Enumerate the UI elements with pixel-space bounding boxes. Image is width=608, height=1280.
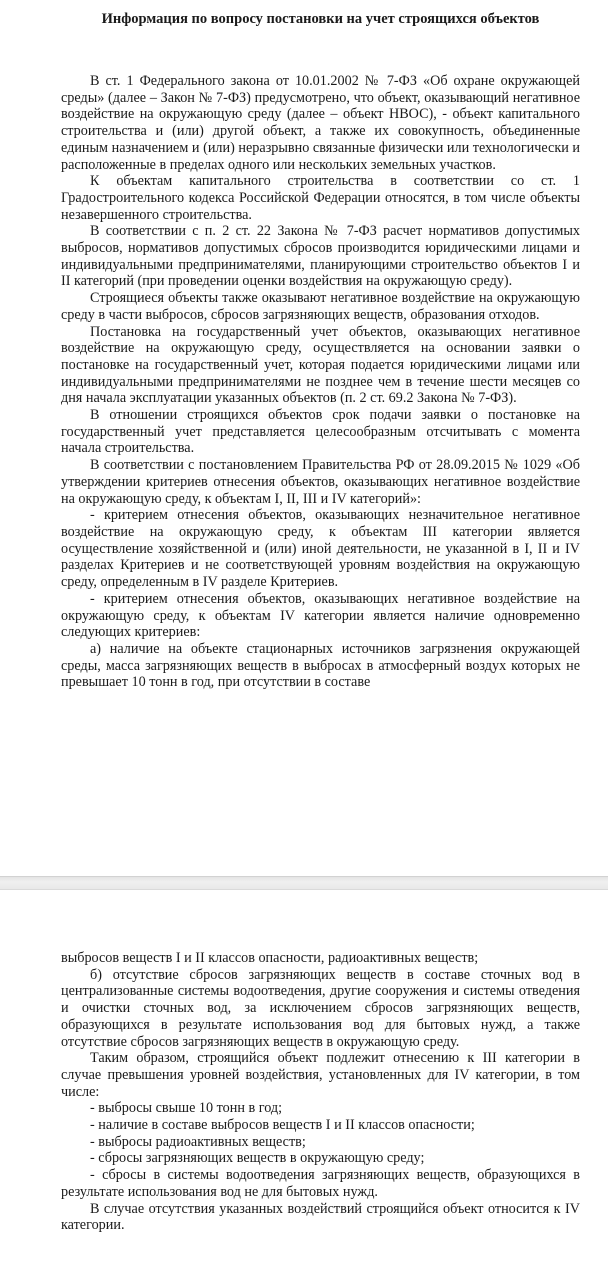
list-paragraph: а) наличие на объекте стационарных источников загрязнения окружающей среды, масса загрязняющих веществ в выбросах в атмосферный воздух которых не превышает 10 тонн в год, при отсутствии в составе <box>61 640 580 691</box>
paragraph: В отношении строящихся объектов срок подачи заявки о постановке на государственный учет представляется целесообразным отсчитывать с момента начала строительства. <box>61 407 580 457</box>
list-paragraph: б) отсутствие сбросов загрязняющих веществ в составе сточных вод в централизованные системы водоотведения, другие сооружения и системы отведения и очистки сточных вод, за исключением сбросов загрязняющих веществ, образующихся в результате использования вод для бытовых нужд, а также отсутствие сбросов загрязняющих веществ в окружающую среду. <box>61 966 580 1050</box>
paragraph: Строящиеся объекты также оказывают негативное воздействие на окружающую среду в части выбросов, сбросов загрязняющих веществ, образования отходов. <box>61 290 580 323</box>
list-paragraph: - критерием отнесения объектов, оказывающих негативное воздействие на окружающую среду, к объектам IV категории является наличие одновременно следующих критериев: <box>61 590 580 641</box>
document-title: Информация по вопросу постановки на учет строящихся объектов <box>101 11 540 27</box>
paragraph: Таким образом, строящийся объект подлежит отнесению к III категории в случае превышения уровней воздействия, установленных для IV категории, в том числе: <box>61 1050 580 1100</box>
list-item: - наличие в составе выбросов веществ I и II классов опасности; <box>90 1117 475 1134</box>
paragraph-continuation: выбросов веществ I и II классов опасности, радиоактивных веществ; <box>61 950 479 966</box>
list-paragraph: - критерием отнесения объектов, оказывающих незначительное негативное воздействие на окружающую среду, к объектам III категории является осуществление хозяйственной и (или) иной деятельности, не указанной в I, II и IV разделах Критериев и не соответствующей уровням воздействия на окружающую среду, определенным в IV разделе Критериев. <box>61 507 580 591</box>
paragraph: В соответствии с постановлением Правительства РФ от 28.09.2015 № 1029 «Об утверждении критериев отнесения объектов, оказывающих негативное воздействие на окружающую среду, к объектам I, II, III и IV категорий»: <box>61 457 580 507</box>
paragraph: В соответствии с п. 2 ст. 22 Закона № 7-ФЗ расчет нормативов допустимых выбросов, нормативов допустимых сбросов производится юридическими лицами и индивидуальными предпринимателями, планирующими строительство объектов I и II категорий (при проведении оценки воздействия на окружающую среду). <box>61 223 580 290</box>
list-item: - сбросы загрязняющих веществ в окружающую среду; <box>90 1150 425 1167</box>
page-separator <box>0 876 608 890</box>
paragraph: В ст. 1 Федерального закона от 10.01.2002 № 7-ФЗ «Об охране окружающей среды» (далее – Закон № 7-ФЗ) предусмотрено, что объект, оказывающий негативное воздействие на окружающую среду (далее – объект НВОС), - объект капитального строительства и (или) другой объект, а также их совокупность, объединенные единым назначением и (или) неразрывно связанные физически или технологически и расположенные в пределах одного или нескольких земельных участков. <box>61 73 580 173</box>
page-2-body <box>61 950 580 1234</box>
document-page-2 <box>0 890 608 1280</box>
list-item: - выбросы свыше 10 тонн в год; <box>90 1100 283 1117</box>
page-1-body <box>61 73 580 691</box>
list-item: - сбросы в системы водоотведения загрязняющих веществ, образующихся в результате использования вод не для бытовых нужд. <box>61 1167 580 1200</box>
paragraph: К объектам капитального строительства в соответствии со ст. 1 Градостроительного кодекса Российской Федерации относятся, в том числе объекты незавершенного строительства. <box>61 173 580 223</box>
paragraph: В случае отсутствия указанных воздействий строящийся объект относится к IV категории. <box>61 1200 580 1234</box>
list-item: - выбросы радиоактивных веществ; <box>90 1133 306 1150</box>
paragraph: Постановка на государственный учет объектов, оказывающих негативное воздействие на окружающую среду, осуществляется на основании заявки о постановке на государственный учет, которая подается юридическими лицами или индивидуальными предпринимателями не позднее чем в течение шести месяцев со дня начала эксплуатации указанных объектов (п. 2 ст. 69.2 Закона № 7-ФЗ). <box>61 323 580 407</box>
